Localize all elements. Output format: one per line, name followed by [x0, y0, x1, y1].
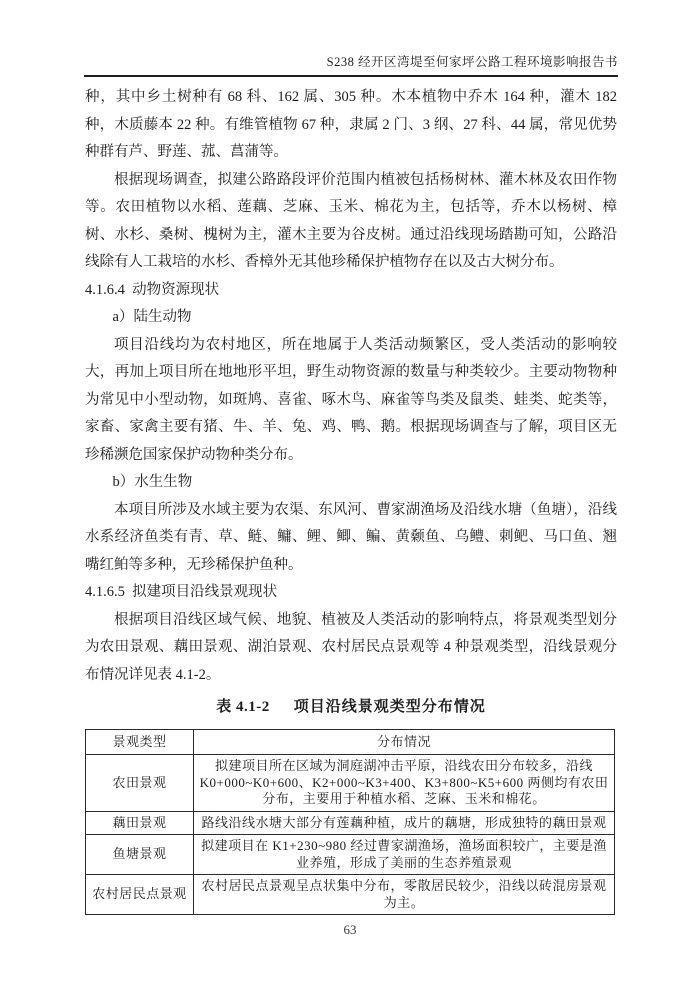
paragraph-flora-continued: 种，其中乡土树种有 68 科、162 属、305 种。木本植物中乔木 164 种，灌木 182 种，木质藤本 22 种。有维管植物 67 种，隶属 2 门、3 纲、27 科、44 属，常见优势种群有芦、野莲、菰、菖蒲等。: [85, 89, 617, 160]
paragraph-field-survey: 根据现场调查，拟建公路路段评价范围内植被包括杨树林、灌木林及农田作物等。农田植物以水稻、莲藕、芝麻、玉米、棉花为主，包括等，乔木以杨树、樟树、水杉、桑树、槐树为主，灌木主要为谷皮树。通过沿线现场踏勘可知，公路沿线除有人工栽培的水杉、香樟外无其他珍稀保护植物存在以及古大树分布。: [85, 171, 617, 270]
cell-distribution: 拟建项目所在区域为洞庭湖冲击平原，沿线农田分布较多，沿线 K0+000~K0+600、K2+000~K3+400、K3+800~K5+600 两侧均有农田分布，主要用于种植水稻、芝麻、玉米和棉花。: [194, 755, 615, 812]
cell-landscape-type: 农村居民点景观: [86, 875, 194, 915]
column-header-distribution: 分布情况: [194, 729, 615, 755]
section-heading-4-1-6-4: 4.1.6.4 动物资源现状: [85, 281, 220, 298]
table-caption: [85, 694, 617, 722]
landscape-distribution-table: [85, 729, 615, 916]
cell-distribution: 农村居民点景观呈点状集中分布，零散居民较少，沿线以砖混房景观为主。: [194, 875, 615, 915]
table-row-lotus-field: [86, 811, 615, 835]
cell-landscape-type: 藕田景观: [86, 811, 194, 835]
table-row-rural-settlement: [86, 875, 615, 915]
table-row-farmland: [86, 755, 615, 812]
column-header-landscape-type: 景观类型: [86, 729, 194, 755]
paragraph-aquatic-life: 本项目所涉及水域主要为农渠、东风河、曹家湖渔场及沿线水塘（鱼塘），沿线水系经济鱼类有青、草、鲢、鳙、鲤、鲫、鳊、黄颡鱼、乌鳢、刺鲃、马口鱼、翘嘴红鲌等多种，无珍稀保护鱼种。: [85, 501, 617, 573]
paragraph-landscape-types: 根据项目沿线区域气候、地貌、植被及人类活动的影响特点，将景观类型划分为农田景观、藕田景观、湖泊景观、农村居民点景观等 4 种景观类型，沿线景观分布情况详见表 4.1-2。: [85, 611, 617, 683]
cell-distribution: 拟建项目在 K1+230~980 经过曹家湖渔场，渔场面积较广，主要是渔业养殖，形成了美丽的生态养殖景观: [194, 835, 615, 875]
table-header-row: [86, 729, 615, 755]
table-caption-title: 项目沿线景观类型分布情况: [293, 699, 486, 715]
cell-distribution: 路线沿线水塘大部分有莲藕种植，成片的藕塘，形成独特的藕田景观: [194, 811, 615, 835]
table-caption-label: 表 4.1-2: [216, 699, 270, 715]
table-row-fish-pond: [86, 835, 615, 875]
report-header-title: S238 经开区湾堤至何家坪公路工程环境影响报告书: [326, 55, 618, 69]
subheading-aquatic-life: b）水生生物: [112, 474, 193, 490]
cell-landscape-type: 鱼塘景观: [86, 835, 194, 875]
page-number: 63: [343, 922, 357, 937]
page-header: [84, 52, 618, 77]
cell-landscape-type: 农田景观: [86, 755, 194, 812]
paragraph-terrestrial-animals: 项目沿线均为农村地区，所在地属于人类活动频繁区，受人类活动的影响较大，再加上项目所在地地形平坦，野生动物资源的数量与种类较少。主要动物物种为常见中小型动物，如斑鸠、喜雀、啄木鸟、麻雀等鸟类及鼠类、蛙类、蛇类等，家畜、家禽主要有猪、牛、羊、兔、鸡、鸭、鹅。根据现场调查与了解，项目区无珍稀濒危国家保护动物种类分布。: [85, 336, 617, 463]
subheading-terrestrial-animals: a）陆生动物: [112, 309, 192, 325]
document-body: [85, 84, 617, 915]
section-heading-4-1-6-5: 4.1.6.5 拟建项目沿线景观现状: [85, 584, 278, 600]
